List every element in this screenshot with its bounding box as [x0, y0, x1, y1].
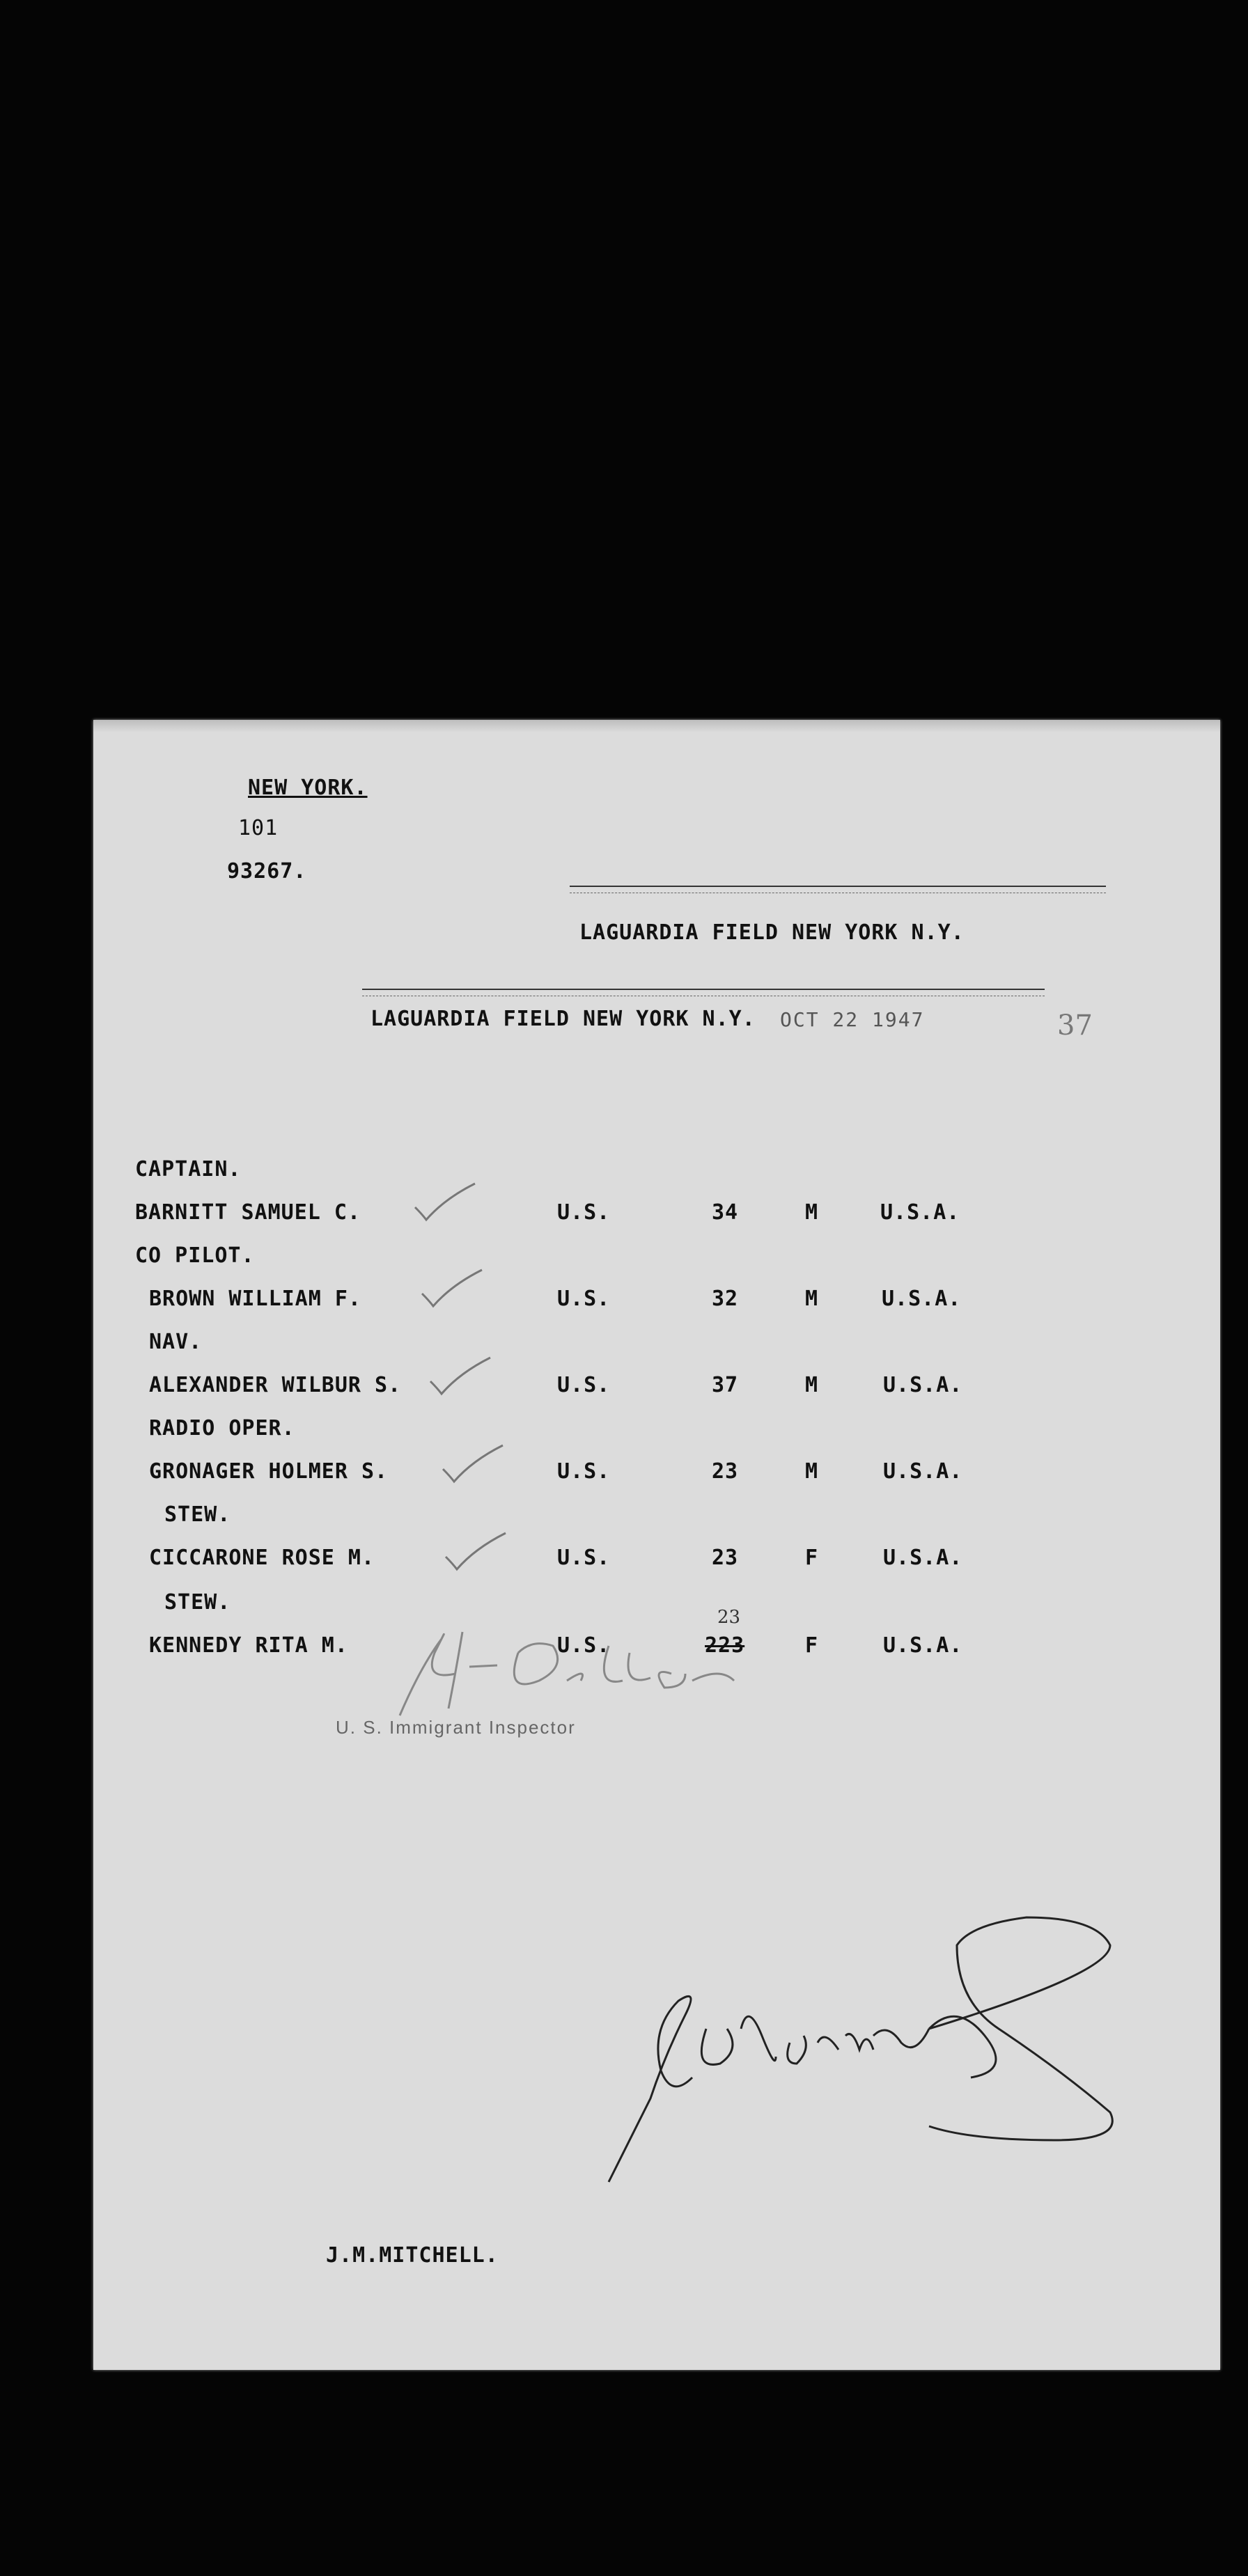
age-correction: 23 — [717, 1607, 741, 1628]
captain-signature — [511, 1862, 1166, 2224]
check-mark-icon — [410, 1178, 479, 1227]
check-mark-icon — [437, 1440, 507, 1489]
crew-age: 37 — [712, 1373, 739, 1397]
crew-citizenship: U.S. — [557, 1287, 611, 1311]
crew-name: ALEXANDER WILBUR S. — [149, 1373, 402, 1397]
crew-country: U.S.A. — [883, 1633, 963, 1658]
crew-name: CICCARONE ROSE M. — [149, 1546, 375, 1570]
crew-country: U.S.A. — [880, 1200, 960, 1225]
crew-age: 32 — [712, 1287, 739, 1311]
crew-name: BARNITT SAMUEL C. — [135, 1200, 361, 1225]
airport-line-2: LAGUARDIA FIELD NEW YORK N.Y. — [370, 1007, 756, 1031]
crew-citizenship: U.S. — [557, 1546, 611, 1570]
line-number: 101 — [238, 816, 279, 840]
crew-sex: F — [805, 1633, 819, 1658]
crew-sex: M — [805, 1373, 819, 1397]
crew-country: U.S.A. — [883, 1459, 963, 1484]
crew-role: STEW. — [164, 1502, 231, 1527]
crew-role: NAV. — [149, 1330, 203, 1354]
crew-role: CAPTAIN. — [135, 1157, 242, 1181]
airport-line-1: LAGUARDIA FIELD NEW YORK N.Y. — [579, 920, 965, 945]
crew-name: GRONAGER HOLMER S. — [149, 1459, 389, 1484]
header-rule-2 — [362, 989, 1045, 990]
file-number: 93267. — [227, 859, 307, 883]
crew-country: U.S.A. — [882, 1287, 962, 1311]
crew-sex: M — [805, 1459, 819, 1484]
crew-role: CO PILOT. — [135, 1243, 255, 1268]
crew-name: KENNEDY RITA M. — [149, 1633, 348, 1658]
crew-sex: M — [805, 1287, 819, 1311]
header-rule-1 — [570, 886, 1106, 887]
crew-sex: F — [805, 1546, 819, 1570]
crew-name: BROWN WILLIAM F. — [149, 1287, 361, 1311]
crew-country: U.S.A. — [883, 1373, 963, 1397]
crew-citizenship: U.S. — [557, 1633, 611, 1658]
inspector-title: U. S. Immigrant Inspector — [336, 1717, 576, 1738]
crew-citizenship: U.S. — [557, 1200, 611, 1225]
crew-age: 23 — [712, 1546, 739, 1570]
check-mark-icon — [425, 1352, 494, 1401]
check-mark-icon — [440, 1527, 510, 1576]
crew-age: 223 — [705, 1633, 745, 1658]
crew-role: STEW. — [164, 1590, 231, 1615]
inspector-signature — [358, 1611, 748, 1729]
crew-sex: M — [805, 1200, 819, 1225]
crew-citizenship: U.S. — [557, 1373, 611, 1397]
document-page — [93, 720, 1220, 2370]
crew-citizenship: U.S. — [557, 1459, 611, 1484]
crew-age: 23 — [712, 1459, 739, 1484]
crew-age: 34 — [712, 1200, 739, 1225]
crew-role: RADIO OPER. — [149, 1416, 295, 1440]
date-stamp: OCT 22 1947 — [780, 1008, 925, 1031]
port-name: NEW YORK. — [248, 776, 368, 800]
crew-country: U.S.A. — [883, 1546, 963, 1570]
page-number: 37 — [1057, 1010, 1093, 1042]
footer-name: J.M.MITCHELL. — [326, 2243, 499, 2268]
check-mark-icon — [416, 1264, 486, 1313]
